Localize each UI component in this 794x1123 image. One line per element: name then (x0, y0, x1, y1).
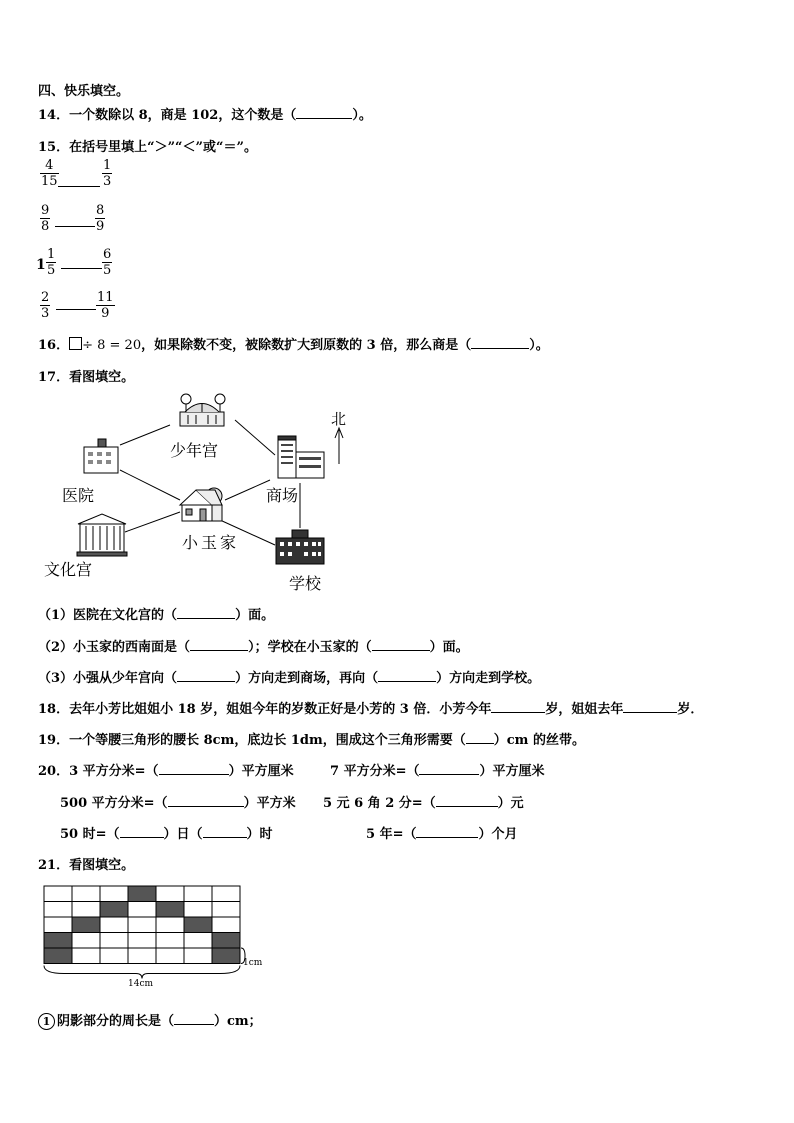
grid-cell (184, 948, 212, 964)
q16-text-end: ）。 (529, 338, 549, 353)
q21-sub-1 (38, 1010, 262, 1030)
culture-palace-icon (77, 514, 127, 556)
grid-cell (156, 917, 184, 933)
q17-3-blank-1[interactable] (177, 668, 235, 682)
q18-text-end: 岁． (677, 702, 704, 717)
conversion-unit: ）平方厘米 (228, 764, 294, 779)
map-label-culture-palace: 文化宫 (44, 560, 93, 579)
grid-cell-shaded (184, 917, 212, 933)
conversion-text: 50 时=（ (60, 827, 120, 842)
q21-1-blank[interactable] (174, 1011, 214, 1025)
grid-cell (128, 917, 156, 933)
grid-cell (184, 886, 212, 902)
school-icon (276, 530, 324, 564)
home-icon (180, 488, 222, 521)
grid-cell (156, 886, 184, 902)
map-label-home: 小玉家 (182, 533, 240, 552)
north-arrow-icon (335, 428, 343, 464)
sub-label: （3） (38, 671, 74, 686)
question-20-item-5 (60, 823, 273, 842)
map-label-school: 学校 (289, 574, 322, 593)
conversion-unit: ）平方厘米 (479, 764, 545, 779)
shaded-grid-figure (38, 880, 278, 990)
grid-cell (44, 886, 72, 902)
question-20-item-2 (330, 760, 544, 779)
whole-number: 1 (36, 257, 46, 273)
section-title: 四、快乐填空。 (38, 84, 130, 99)
grid-cell (184, 902, 212, 918)
grid-cell-shaded (128, 886, 156, 902)
q17-sub-2 (38, 636, 469, 655)
q18-text: 去年小芳比姐姐小 18 岁，姐姐今年的岁数正好是小芳的 3 倍．小芳今年 (69, 702, 492, 717)
fraction-left: $\frac{2}{3}$ (41, 290, 50, 321)
fraction-left: $\frac{1}{5}$ (47, 247, 56, 278)
grid-cell (212, 902, 240, 918)
fraction-left: $\frac{4}{15}$ (41, 158, 58, 189)
q20-blank-7[interactable] (416, 824, 478, 838)
question-20-item-4 (323, 792, 524, 811)
grid-cell-shaded (72, 917, 100, 933)
youth-palace-icon (180, 394, 225, 426)
map-label-mall: 商场 (266, 486, 299, 505)
conversion-text: 5 元 6 角 2 分=（ (323, 796, 436, 811)
sub-label: （1） (38, 608, 74, 623)
q17-2-blank-2[interactable] (372, 637, 430, 651)
q18-blank-2[interactable] (623, 699, 677, 713)
grid-cell (100, 933, 128, 949)
grid-cell (212, 886, 240, 902)
grid-cell (44, 902, 72, 918)
grid-cell (72, 933, 100, 949)
sub-text: 阴影部分的周长是（ (57, 1014, 175, 1029)
grid-cell (100, 886, 128, 902)
grid-cell-shaded (212, 948, 240, 964)
q16-expression: ÷ 8 = 20 (82, 338, 142, 353)
question-20-item-3 (60, 792, 296, 811)
conversion-text: 3 平方分米=（ (69, 764, 159, 779)
hospital-icon (84, 439, 118, 473)
question-20-item-6 (366, 823, 517, 842)
fraction-right: $\frac{6}{5}$ (103, 247, 112, 278)
conversion-text: 7 平方分米=（ (330, 764, 420, 779)
q20-blank-6[interactable] (203, 824, 247, 838)
grid-cell (72, 886, 100, 902)
question-19 (38, 729, 585, 748)
fraction-left: $\frac{9}{8}$ (41, 203, 50, 234)
q15-text: 在括号里填上“＞”“＜”或“＝”。 (69, 140, 257, 155)
sub-text: 小玉家的西南面是（ (73, 640, 191, 655)
grid-width-label: 14cm (128, 979, 154, 989)
q17-text: 看图填空。 (69, 370, 135, 385)
conversion-unit: ）个月 (478, 827, 518, 842)
sub-text-mid: ）方向走到商场，再向（ (235, 671, 379, 686)
conversion-mid: ）日（ (163, 827, 203, 842)
sub-text-end: ）面。 (429, 640, 469, 655)
conversion-unit: ）平方米 (243, 796, 296, 811)
q19-text: 一个等腰三角形的腰长 8cm，底边长 1dm，围成这个三角形需要（ (69, 733, 466, 748)
fraction-right: $\frac{11}{9}$ (97, 290, 114, 321)
sub-text-end: ）面。 (235, 608, 275, 623)
sub-text-end: ）方向走到学校。 (436, 671, 541, 686)
q17-1-blank[interactable] (177, 605, 235, 619)
sub-text-end: ）cm； (214, 1014, 262, 1029)
q20-blank-2[interactable] (419, 761, 479, 775)
question-18 (38, 698, 703, 717)
grid-cell (100, 948, 128, 964)
q20-blank-1[interactable] (159, 761, 229, 775)
grid-cell-shaded (156, 902, 184, 918)
grid-cell-shaded (44, 948, 72, 964)
q21-number: 21． (38, 858, 70, 873)
grid-cell (128, 948, 156, 964)
sub-label: （2） (38, 640, 74, 655)
q20-blank-5[interactable] (120, 824, 164, 838)
grid-cell (72, 948, 100, 964)
q17-3-blank-2[interactable] (378, 668, 436, 682)
mall-icon (278, 436, 324, 478)
grid-cell (72, 902, 100, 918)
grid-cell (128, 902, 156, 918)
q19-text-end: ）cm 的丝带。 (493, 733, 585, 748)
q16-number: 16． (38, 338, 70, 353)
q16-text: ，如果除数不变，被除数扩大到原数的 3 倍，那么商是（ (141, 338, 472, 353)
q20-blank-3[interactable] (168, 793, 244, 807)
conversion-unit: ）元 (497, 796, 524, 811)
circled-number-marker: 1 (38, 1013, 55, 1030)
grid-cell (44, 917, 72, 933)
sub-text: 小强从少年宫向（ (73, 671, 178, 686)
grid-cell-shaded (44, 933, 72, 949)
q19-number: 19． (38, 733, 70, 748)
width-brace (44, 966, 240, 979)
conversion-unit: ）时 (246, 827, 273, 842)
fraction-right: $\frac{1}{3}$ (103, 158, 112, 189)
q18-text-mid: 岁，姐姐去年 (545, 702, 624, 717)
grid-cell (100, 917, 128, 933)
map-label-hospital: 医院 (62, 486, 95, 505)
q17-2-blank-1[interactable] (190, 637, 248, 651)
q14-number: 14． (38, 108, 70, 123)
q18-blank-1[interactable] (491, 699, 545, 713)
question-20-row-1 (38, 760, 294, 779)
conversion-text: 500 平方分米=（ (60, 796, 168, 811)
grid-cell (156, 948, 184, 964)
q14-text-end: ）。 (352, 108, 372, 123)
grid-cell (156, 933, 184, 949)
sub-text-mid: ）；学校在小玉家的（ (248, 640, 372, 655)
question-21 (38, 854, 134, 873)
q19-blank[interactable] (466, 730, 494, 744)
grid-height-label: 1cm (243, 958, 263, 968)
q17-number: 17． (38, 370, 70, 385)
grid-cell-shaded (100, 902, 128, 918)
conversion-text: 5 年=（ (366, 827, 417, 842)
q15-number: 15． (38, 140, 70, 155)
grid-cell (212, 917, 240, 933)
q17-sub-3 (38, 667, 540, 686)
grid-cell-shaded (212, 933, 240, 949)
q17-sub-1 (38, 604, 274, 623)
grid-cell (184, 933, 212, 949)
q20-number: 20． (38, 764, 70, 779)
map-label-youth-palace: 少年宫 (170, 441, 219, 460)
q18-number: 18． (38, 702, 70, 717)
map-label-north: 北 (331, 410, 347, 428)
q20-blank-4[interactable] (436, 793, 498, 807)
q14-text: 一个数除以 8，商是 102，这个数是（ (69, 108, 297, 123)
grid-cell (128, 933, 156, 949)
sub-text: 医院在文化宫的（ (73, 608, 178, 623)
fraction-right: $\frac{8}{9}$ (96, 203, 105, 234)
q21-text: 看图填空。 (69, 858, 135, 873)
